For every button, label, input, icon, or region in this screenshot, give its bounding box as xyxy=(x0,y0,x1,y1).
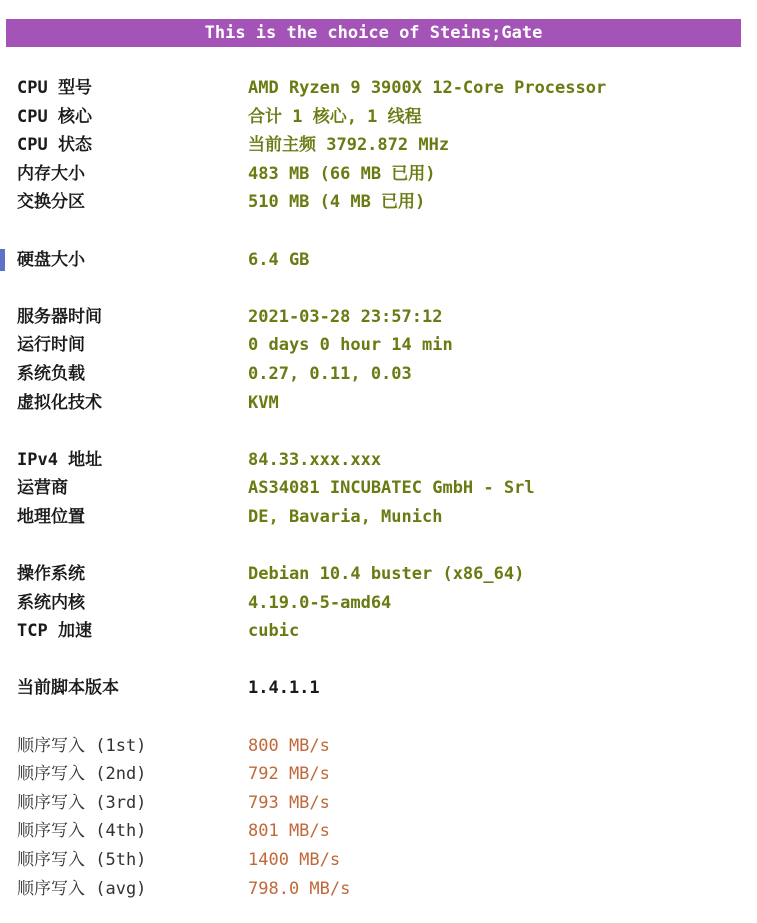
memory-value: 483 MB (66 MB 已用) xyxy=(248,163,436,184)
row-io-2 xyxy=(0,760,757,789)
row-io-4 xyxy=(0,817,757,846)
cpu-model-label: CPU 型号 xyxy=(17,78,92,98)
isp-value: AS34081 INCUBATEC GmbH - Srl xyxy=(248,478,535,499)
row-kernel xyxy=(0,589,757,618)
io-test-value: 800 MB/s xyxy=(248,735,330,756)
row-io-1 xyxy=(0,732,757,761)
swap-value: 510 MB (4 MB 已用) xyxy=(248,192,426,213)
row-swap xyxy=(0,188,757,217)
row-uptime xyxy=(0,331,757,360)
selection-marker xyxy=(0,249,5,271)
row-disk xyxy=(0,246,757,275)
cpu-cores-label: CPU 核心 xyxy=(17,106,92,127)
spacer xyxy=(0,417,757,446)
row-io-avg xyxy=(0,875,757,904)
row-isp xyxy=(0,474,757,503)
location-value: DE, Bavaria, Munich xyxy=(248,506,443,527)
spacer xyxy=(0,646,757,675)
kernel-value: 4.19.0-5-amd64 xyxy=(248,592,392,613)
row-cpu-model xyxy=(0,74,757,103)
row-ipv4 xyxy=(0,446,757,475)
io-test-label: 顺序写入 (5th) xyxy=(17,850,147,871)
cpu-status-label: CPU 状态 xyxy=(17,135,92,156)
disk-label: 硬盘大小 xyxy=(17,249,85,270)
disk-value: 6.4 GB xyxy=(248,249,310,270)
location-label: 地理位置 xyxy=(17,506,85,527)
load-value: 0.27, 0.11, 0.03 xyxy=(248,363,412,384)
info-list xyxy=(0,74,757,903)
os-label: 操作系统 xyxy=(17,564,85,585)
server-time-label: 服务器时间 xyxy=(17,306,102,327)
kernel-label: 系统内核 xyxy=(17,592,85,613)
tcp-label: TCP 加速 xyxy=(17,621,92,642)
isp-label: 运营商 xyxy=(17,478,68,499)
io-test-label: 顺序写入 (2nd) xyxy=(17,764,147,785)
uptime-value: 0 days 0 hour 14 min xyxy=(248,335,453,356)
cpu-model-value: AMD Ryzen 9 3900X 12-Core Processor xyxy=(248,78,607,98)
row-location xyxy=(0,503,757,532)
cpu-status-value: 当前主频 3792.872 MHz xyxy=(248,135,450,156)
row-tcp xyxy=(0,617,757,646)
ipv4-value: 84.33.xxx.xxx xyxy=(248,449,382,470)
virtualization-label: 虚拟化技术 xyxy=(17,392,102,413)
server-time-value: 2021-03-28 23:57:12 xyxy=(248,306,443,327)
memory-label: 内存大小 xyxy=(17,163,85,184)
row-io-5 xyxy=(0,846,757,875)
tcp-value: cubic xyxy=(248,621,300,642)
io-test-label: 顺序写入 (3rd) xyxy=(17,792,147,813)
io-test-value: 793 MB/s xyxy=(248,792,330,813)
row-cpu-cores xyxy=(0,103,757,132)
io-test-value: 798.0 MB/s xyxy=(248,878,351,899)
io-test-label: 顺序写入 (1st) xyxy=(17,735,147,756)
row-os xyxy=(0,560,757,589)
spacer xyxy=(0,703,757,732)
load-label: 系统负载 xyxy=(17,363,85,384)
script-version-value: 1.4.1.1 xyxy=(248,678,320,699)
row-load xyxy=(0,360,757,389)
io-test-value: 792 MB/s xyxy=(248,764,330,785)
row-cpu-status xyxy=(0,131,757,160)
io-test-value: 801 MB/s xyxy=(248,821,330,842)
row-virtualization xyxy=(0,389,757,418)
spacer xyxy=(0,274,757,303)
row-io-3 xyxy=(0,789,757,818)
banner: This is the choice of Steins;Gate xyxy=(6,19,741,47)
row-server-time xyxy=(0,303,757,332)
virtualization-value: KVM xyxy=(248,392,279,413)
io-test-value: 1400 MB/s xyxy=(248,850,341,871)
swap-label: 交换分区 xyxy=(17,192,85,213)
ipv4-label: IPv4 地址 xyxy=(17,449,103,470)
spacer xyxy=(0,217,757,246)
os-value: Debian 10.4 buster (x86_64) xyxy=(248,564,525,585)
row-script-version xyxy=(0,674,757,703)
script-version-label: 当前脚本版本 xyxy=(17,678,119,699)
uptime-label: 运行时间 xyxy=(17,335,85,356)
row-memory xyxy=(0,160,757,189)
cpu-cores-value: 合计 1 核心, 1 线程 xyxy=(248,106,422,127)
io-test-label: 顺序写入 (avg) xyxy=(17,878,147,899)
io-test-label: 顺序写入 (4th) xyxy=(17,821,147,842)
spacer xyxy=(0,532,757,561)
